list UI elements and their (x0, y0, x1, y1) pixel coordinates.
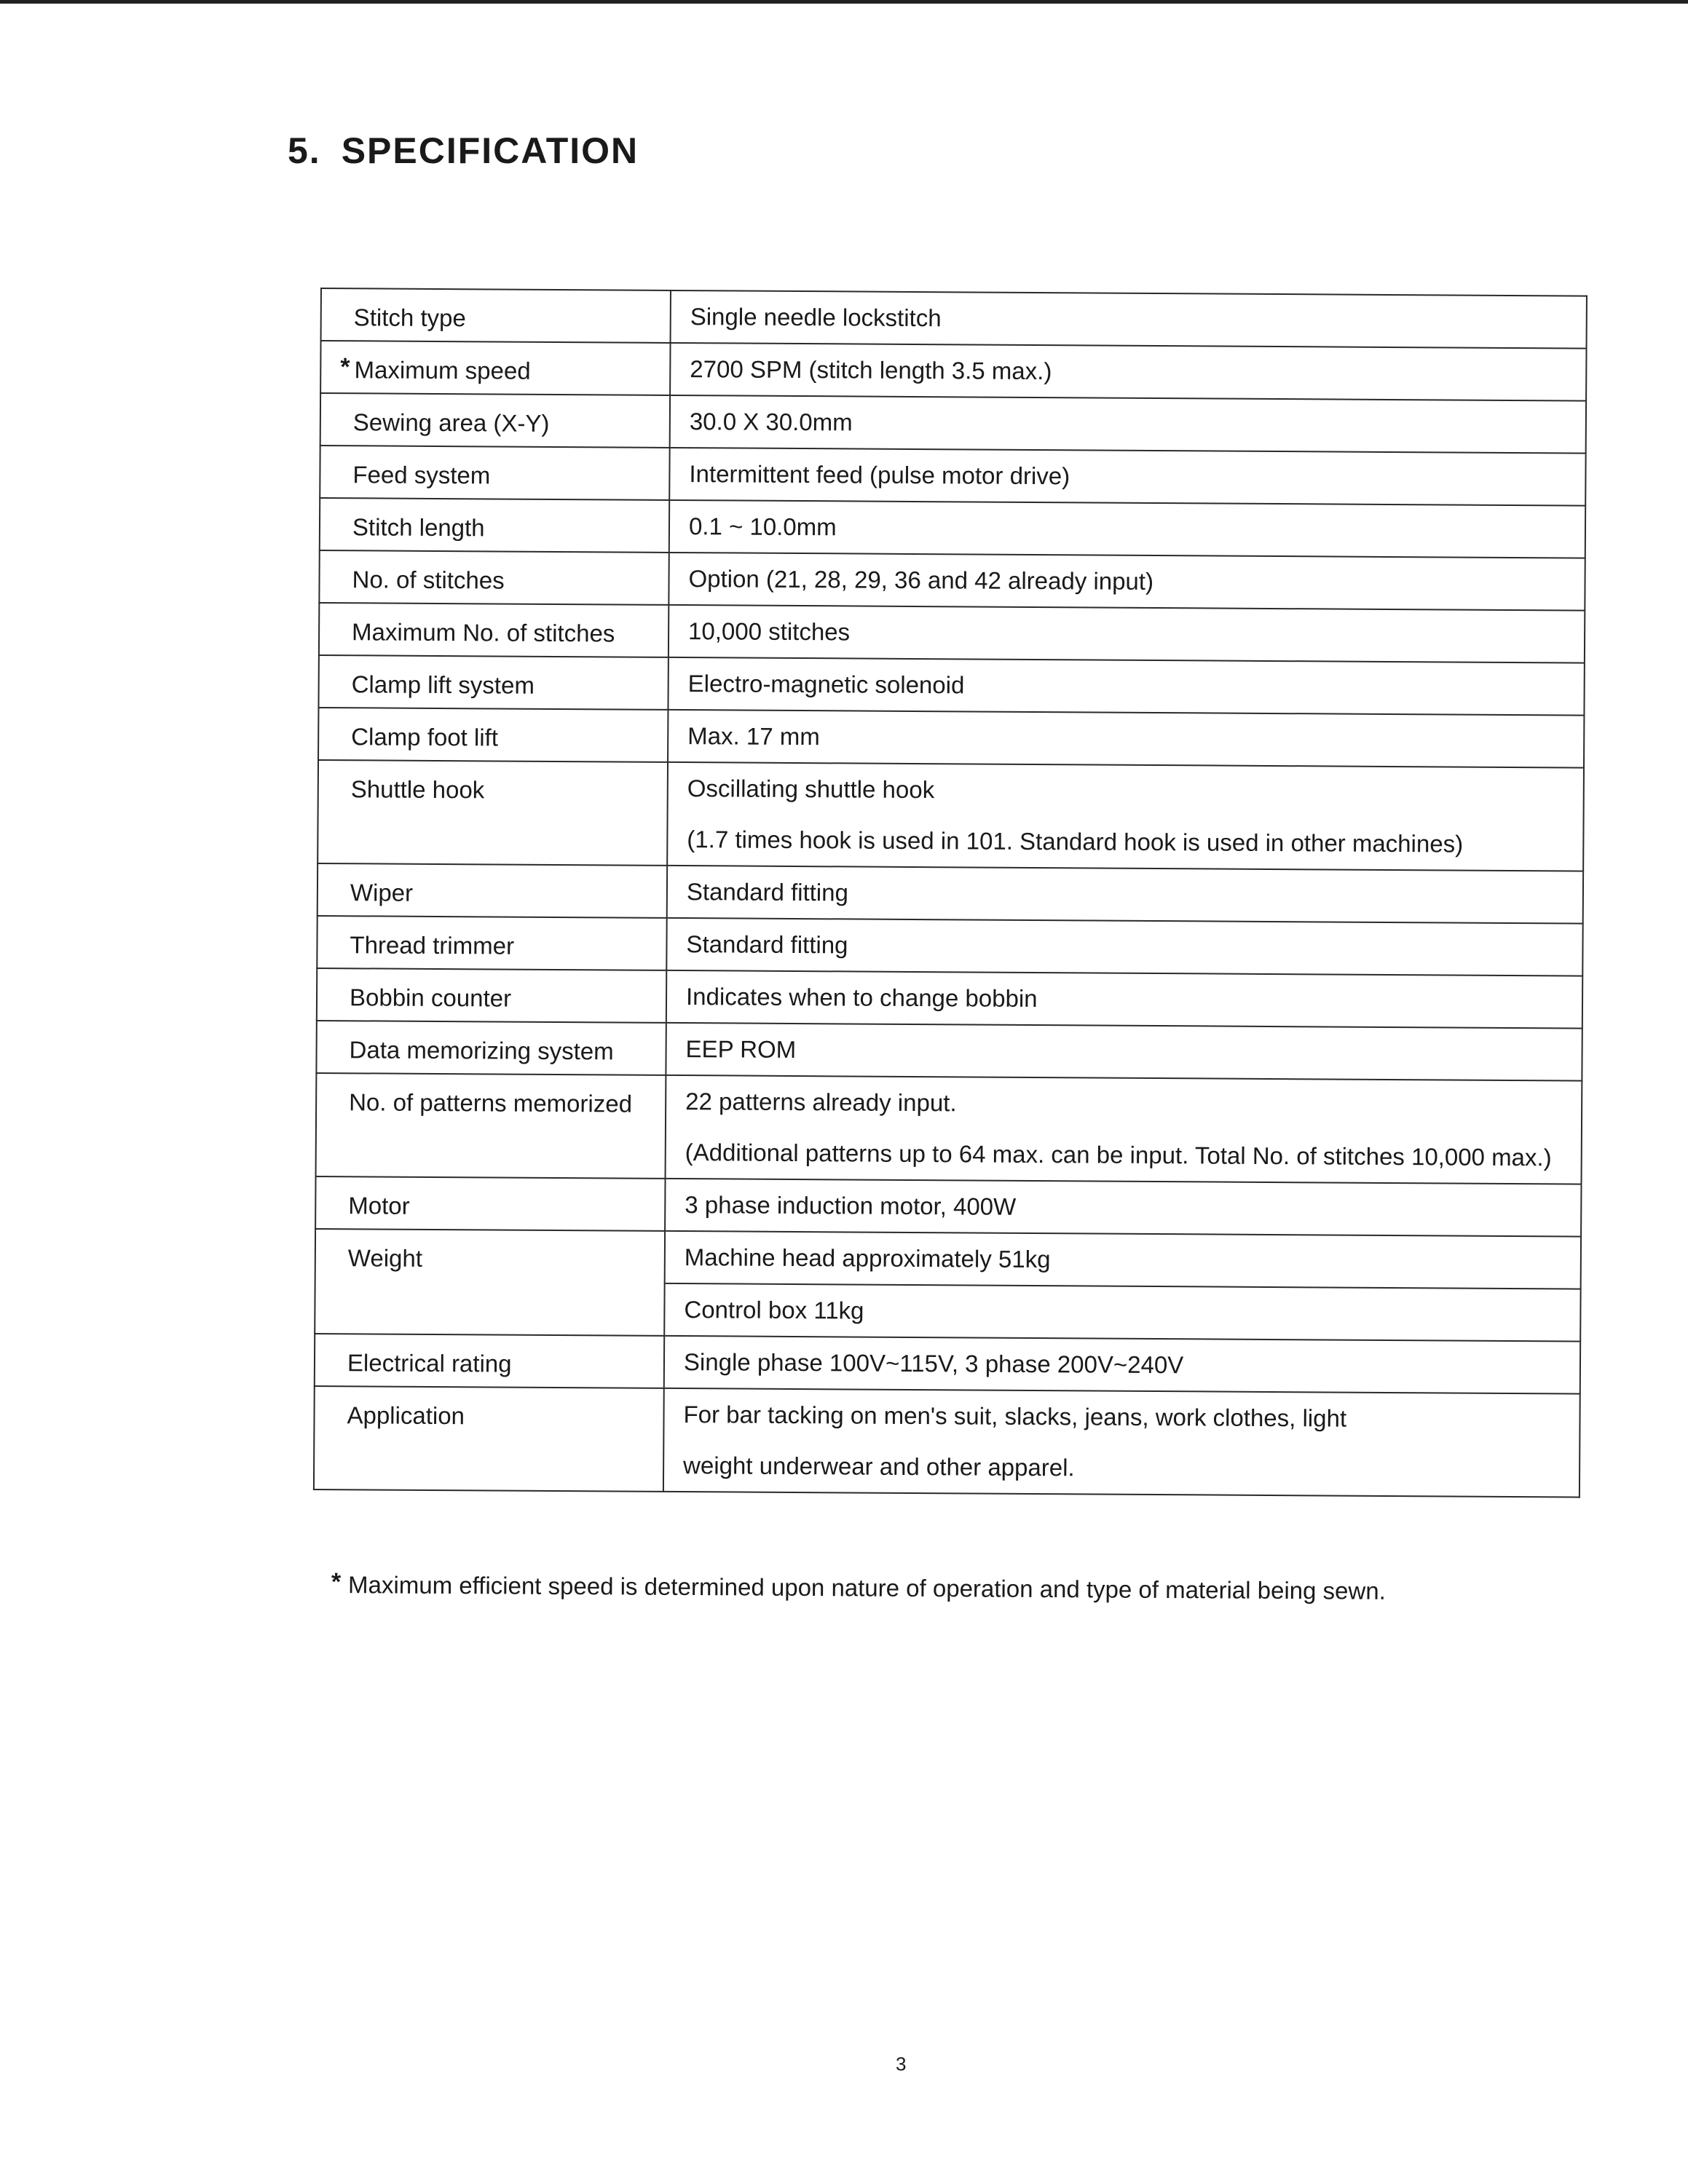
spec-value (666, 1075, 1582, 1184)
spec-value (667, 762, 1584, 871)
spec-value-line: Control box 11kg (684, 1296, 864, 1324)
spec-value (668, 710, 1584, 768)
spec-row-clamp-foot-lift (318, 708, 1584, 768)
spec-label: Wiper (318, 863, 667, 918)
spec-value-line: 0.1 ~ 10.0mm (688, 513, 837, 541)
section-title: SPECIFICATION (341, 130, 639, 171)
spec-value-line: Single needle lockstitch (690, 303, 942, 332)
spec-label: Shuttle hook (318, 760, 668, 866)
spec-row-application (314, 1386, 1580, 1497)
spec-value-line: Electro-magnetic solenoid (687, 670, 965, 699)
spec-row-maximum-no-of-stitches (319, 603, 1585, 663)
spec-value-line: Indicates when to change bobbin (685, 983, 1038, 1013)
spec-label: Electrical rating (315, 1334, 664, 1388)
spec-label: Bobbin counter (317, 968, 666, 1023)
spec-row-no-of-patterns-memorized (316, 1073, 1582, 1184)
spec-value-line: weight underwear and other apparel. (683, 1452, 1075, 1481)
spec-label: Stitch type (321, 288, 671, 343)
spec-row-bobbin-counter (317, 968, 1582, 1029)
spec-row-stitch-type (321, 288, 1587, 349)
spec-value (665, 1231, 1581, 1289)
spec-value-line: (Additional patterns up to 64 max. can be input. Total No. of stitches 10,000 max.) (685, 1139, 1552, 1171)
spec-row-motor (315, 1176, 1581, 1237)
spec-row-weight (315, 1229, 1581, 1289)
spec-value-line: 22 patterns already input. (685, 1088, 957, 1117)
spec-row-data-memorizing-system (316, 1021, 1582, 1081)
spec-value-line: Machine head approximately 51kg (684, 1243, 1051, 1273)
spec-row-sewing-area (320, 393, 1586, 454)
spec-label: Weight (315, 1229, 665, 1336)
spec-value-line: Single phase 100V~115V, 3 phase 200V~240V (683, 1348, 1184, 1379)
spec-label: Motor (315, 1176, 665, 1231)
spec-row-no-of-stitches (319, 550, 1585, 611)
spec-row-thread-trimmer (317, 916, 1582, 976)
spec-label: Stitch length (320, 498, 669, 553)
spec-label: Maximum No. of stitches (319, 603, 669, 657)
asterisk-marker: * (340, 353, 350, 381)
spec-value (663, 1388, 1580, 1497)
spec-label: Maximum speed (354, 356, 531, 384)
spec-label: Thread trimmer (317, 916, 666, 970)
spec-label: Feed system (320, 446, 669, 500)
page-number: 3 (896, 2053, 907, 2075)
spec-value-line: (1.7 times hook is used in 101. Standard hook is used in other machines) (687, 826, 1464, 858)
spec-value (671, 290, 1587, 349)
spec-value (669, 605, 1585, 663)
spec-value (669, 448, 1585, 506)
specification-table (313, 288, 1588, 1498)
spec-label: No. of stitches (319, 550, 669, 605)
spec-label: No. of patterns memorized (316, 1073, 666, 1179)
spec-value (670, 343, 1586, 401)
spec-value-line: Option (21, 28, 29, 36 and 42 already input) (688, 565, 1154, 595)
section-number: 5. (288, 130, 321, 171)
spec-row-stitch-length (320, 498, 1585, 558)
spec-value (666, 918, 1582, 976)
spec-value-line: For bar tacking on men's suit, slacks, jeans, work clothes, light (683, 1401, 1347, 1432)
spec-value-line: EEP ROM (685, 1035, 797, 1064)
spec-value (668, 657, 1584, 716)
spec-value-line: Oscillating shuttle hook (687, 775, 935, 804)
spec-value-line: 3 phase induction motor, 400W (685, 1191, 1017, 1220)
spec-label: Application (314, 1386, 664, 1492)
spec-label: Clamp lift system (318, 655, 668, 710)
spec-label: Clamp foot lift (318, 708, 668, 762)
spec-row-feed-system (320, 446, 1585, 506)
spec-row-shuttle-hook (318, 760, 1584, 871)
spec-label-cell (320, 341, 670, 395)
spec-row-maximum-speed (320, 341, 1586, 401)
footnote-text: Maximum efficient speed is determined upon nature of operation and type of material being sewn. (348, 1571, 1386, 1605)
spec-row-wiper (318, 863, 1583, 924)
spec-row-electrical-rating (315, 1334, 1580, 1394)
spec-label: Sewing area (X-Y) (320, 393, 670, 448)
spec-value-line: 10,000 stitches (688, 617, 851, 646)
spec-value (664, 1336, 1580, 1394)
spec-row-clamp-lift-system (318, 655, 1584, 716)
spec-value (666, 1023, 1582, 1081)
spec-value-line: Max. 17 mm (687, 722, 820, 751)
section-heading (288, 130, 639, 172)
top-border-rule (0, 0, 1688, 4)
spec-value (669, 500, 1585, 558)
spec-label: Data memorizing system (316, 1021, 666, 1075)
spec-value (669, 553, 1585, 611)
spec-value-line: 2700 SPM (stitch length 3.5 max.) (690, 355, 1052, 385)
footnote (331, 1568, 1386, 1606)
spec-value-line: 30.0 X 30.0mm (689, 408, 853, 436)
spec-value (667, 866, 1583, 924)
spec-value-line: Intermittent feed (pulse motor drive) (689, 460, 1070, 490)
spec-value (665, 1179, 1581, 1237)
spec-value-line: Standard fitting (686, 930, 848, 959)
spec-value (666, 970, 1582, 1029)
asterisk-marker: * (331, 1568, 342, 1597)
spec-value (664, 1283, 1580, 1342)
spec-value-line: Standard fitting (686, 878, 849, 906)
spec-value (670, 395, 1586, 454)
